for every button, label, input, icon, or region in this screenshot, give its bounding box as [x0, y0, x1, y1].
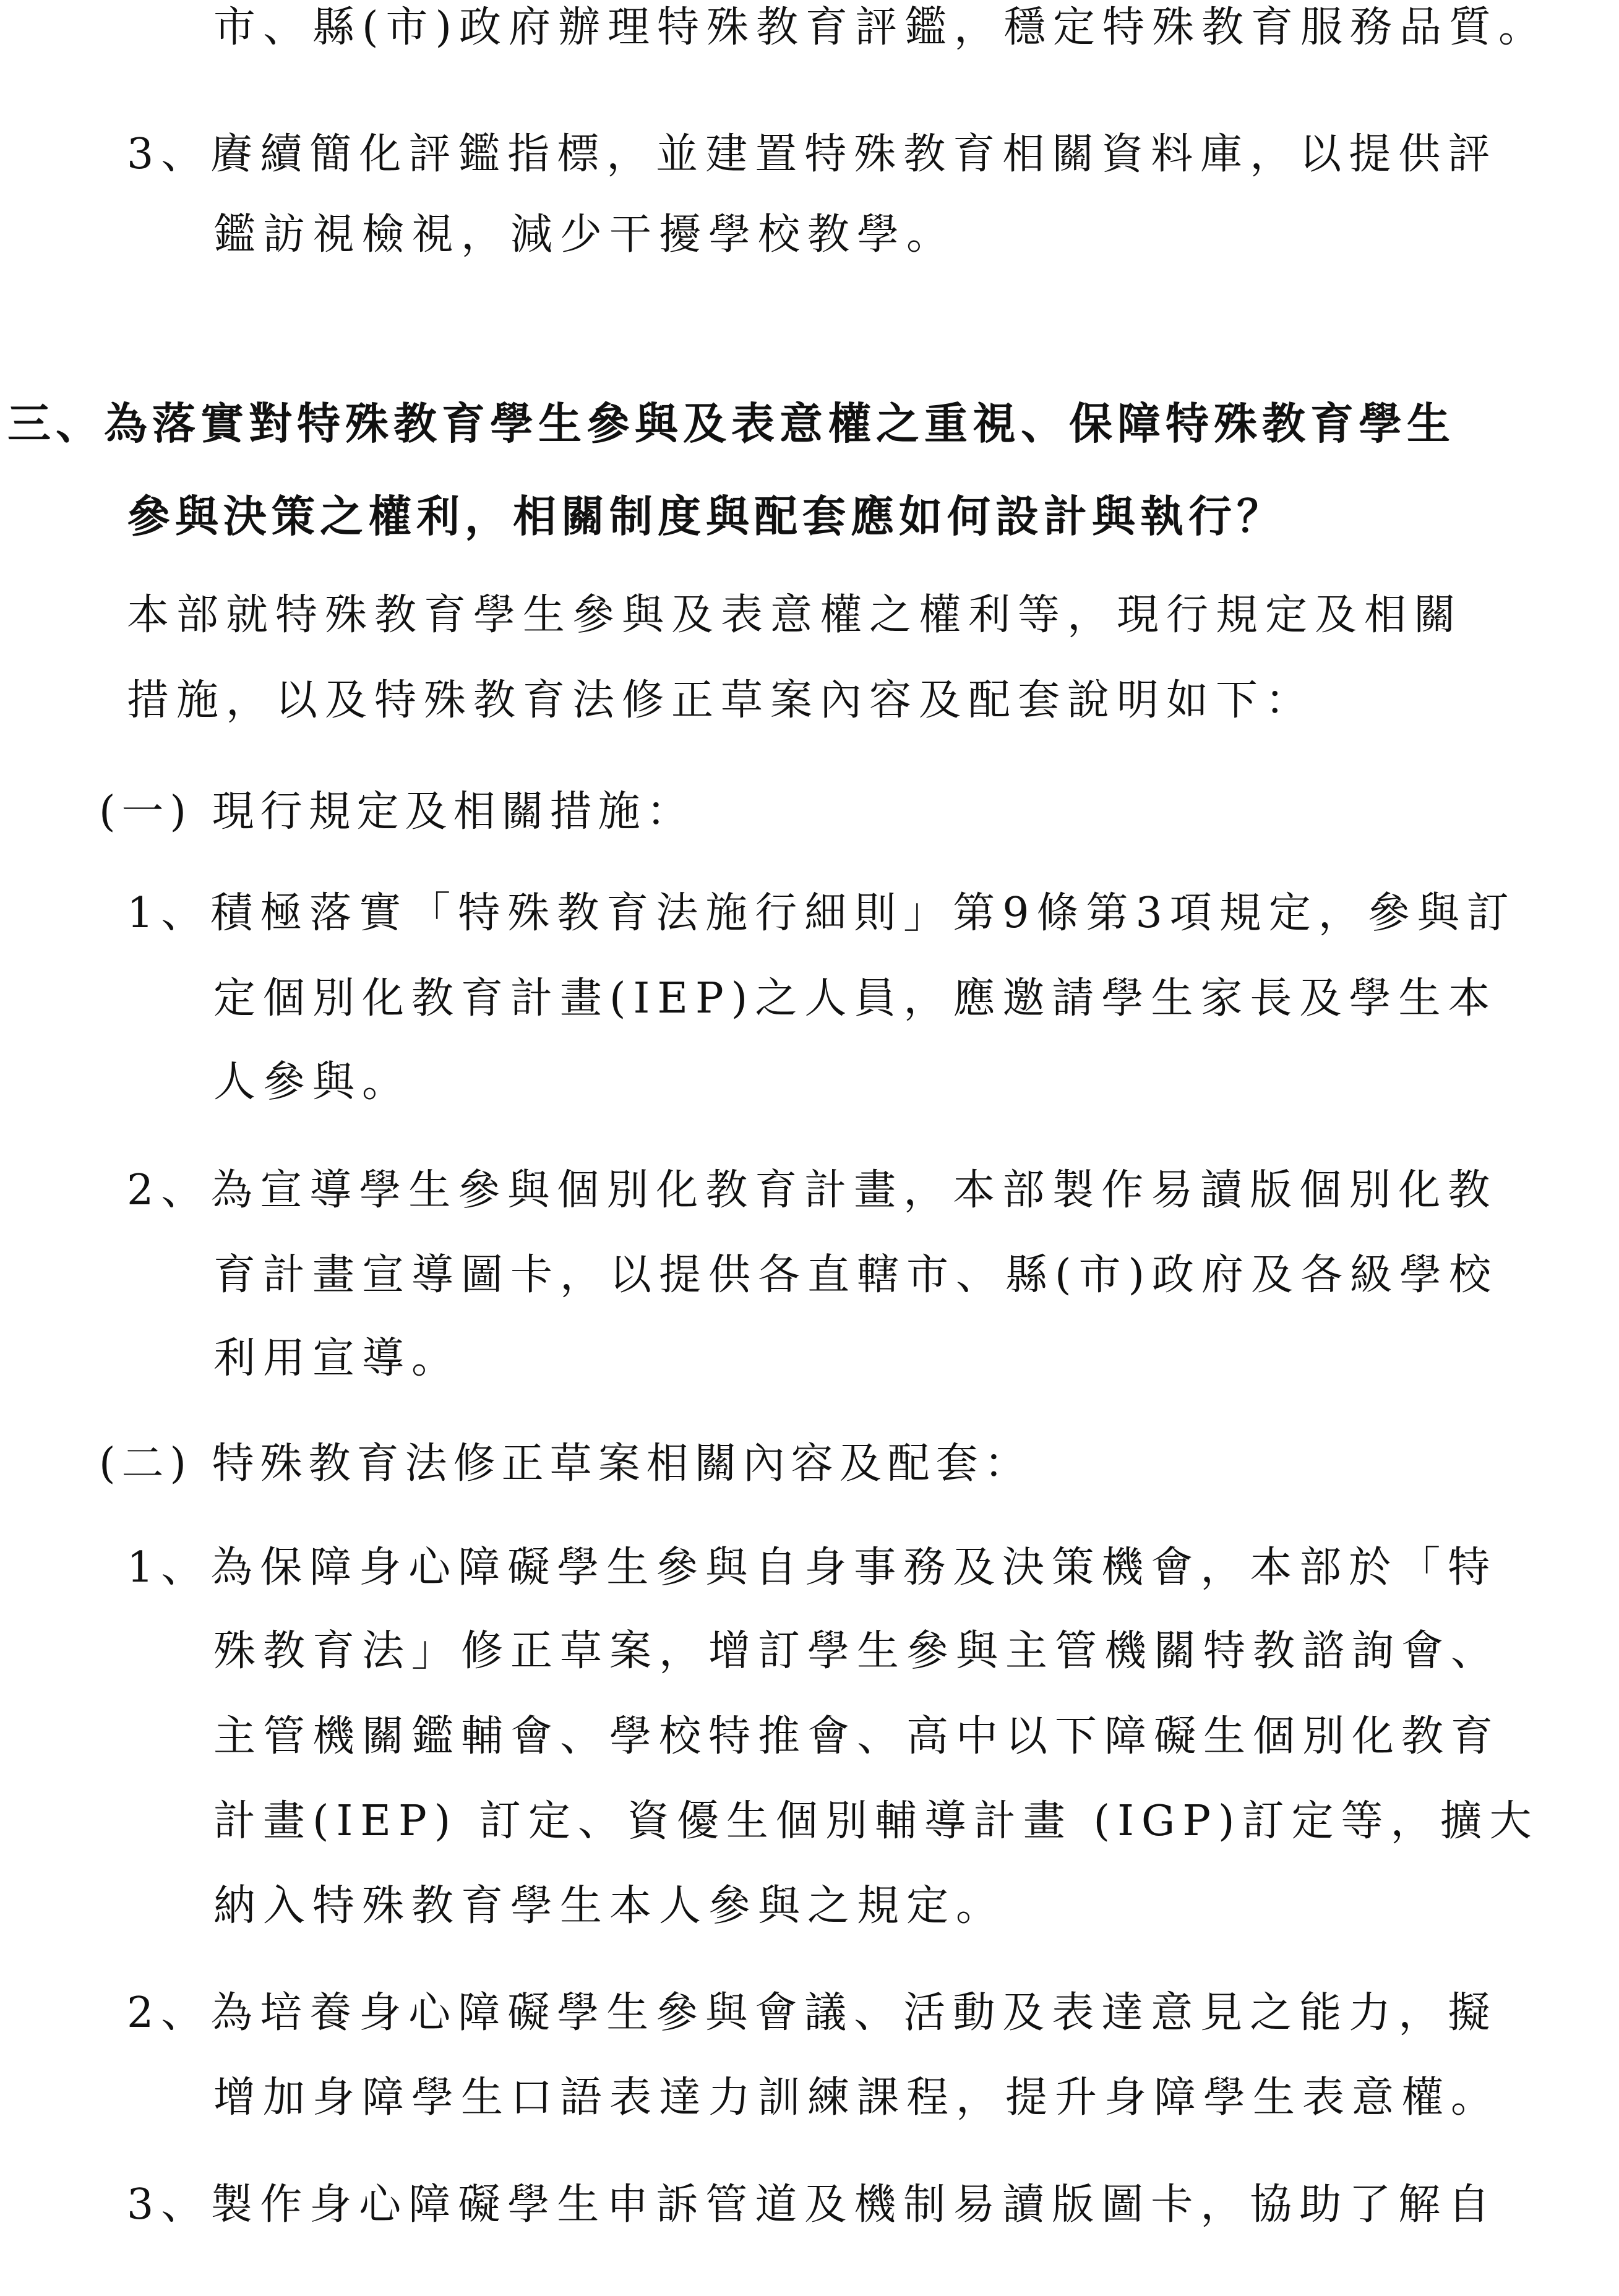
list-item-text: 3、製作身心障礙學生申訴管道及機制易讀版圖卡，協助了解自 [127, 2180, 1498, 2229]
paragraph-line: 本部就特殊教育學生參與及表意權之權利等，現行規定及相關 [127, 591, 1464, 640]
text-line: 計畫(IEP) 訂定、資優生個別輔導計畫 (IGP)訂定等，擴大 [213, 1797, 1539, 1846]
list-item-text: 1、為保障身心障礙學生參與自身事務及決策機會，本部於「特 [127, 1543, 1498, 1592]
text-line: 納入特殊教育學生本人參與之規定。 [213, 1882, 1006, 1930]
subsection-heading: (一) 現行規定及相關措施： [99, 787, 695, 836]
subsection-heading: (二) 特殊教育法修正草案相關內容及配套： [99, 1439, 1033, 1488]
text-line: 人參與。 [213, 1058, 412, 1107]
text-line: 增加身障學生口語表達力訓練課程，提升身障學生表意權。 [213, 2073, 1501, 2122]
list-item-text: 2、為培養身心障礙學生參與會議、活動及表達意見之能力，擬 [127, 1989, 1498, 2037]
text-line: 鑑訪視檢視，減少干擾學校教學。 [213, 210, 956, 259]
list-item-text: 1、積極落實「特殊教育法施行細則」第9條第3項規定，參與訂 [127, 889, 1516, 938]
paragraph-line: 措施，以及特殊教育法修正草案內容及配套說明如下： [127, 676, 1315, 725]
section-heading-continued: 參與決策之權利，相關制度與配套應如何設計與執行？ [127, 490, 1285, 542]
text-line: 利用宣導。 [213, 1334, 462, 1383]
list-item-text: 3、賡續簡化評鑑指標，並建置特殊教育相關資料庫，以提供評 [127, 130, 1498, 179]
text-line: 市、縣(市)政府辦理特殊教育評鑑，穩定特殊教育服務品質。 [213, 3, 1548, 52]
text-line: 定個別化教育計畫(IEP)之人員，應邀請學生家長及學生本 [213, 974, 1498, 1023]
text-line: 育計畫宣導圖卡，以提供各直轄市、縣(市)政府及各級學校 [213, 1251, 1499, 1300]
text-line: 主管機關鑑輔會、學校特推會、高中以下障礙生個別化教育 [213, 1712, 1501, 1761]
section-heading: 三、為落實對特殊教育學生參與及表意權之重視、保障特殊教育學生 [7, 398, 1455, 449]
text-line: 殊教育法」修正草案，增訂學生參與主管機關特教諮詢會、 [213, 1627, 1501, 1676]
list-item-text: 2、為宣導學生參與個別化教育計畫，本部製作易讀版個別化教 [127, 1166, 1498, 1215]
